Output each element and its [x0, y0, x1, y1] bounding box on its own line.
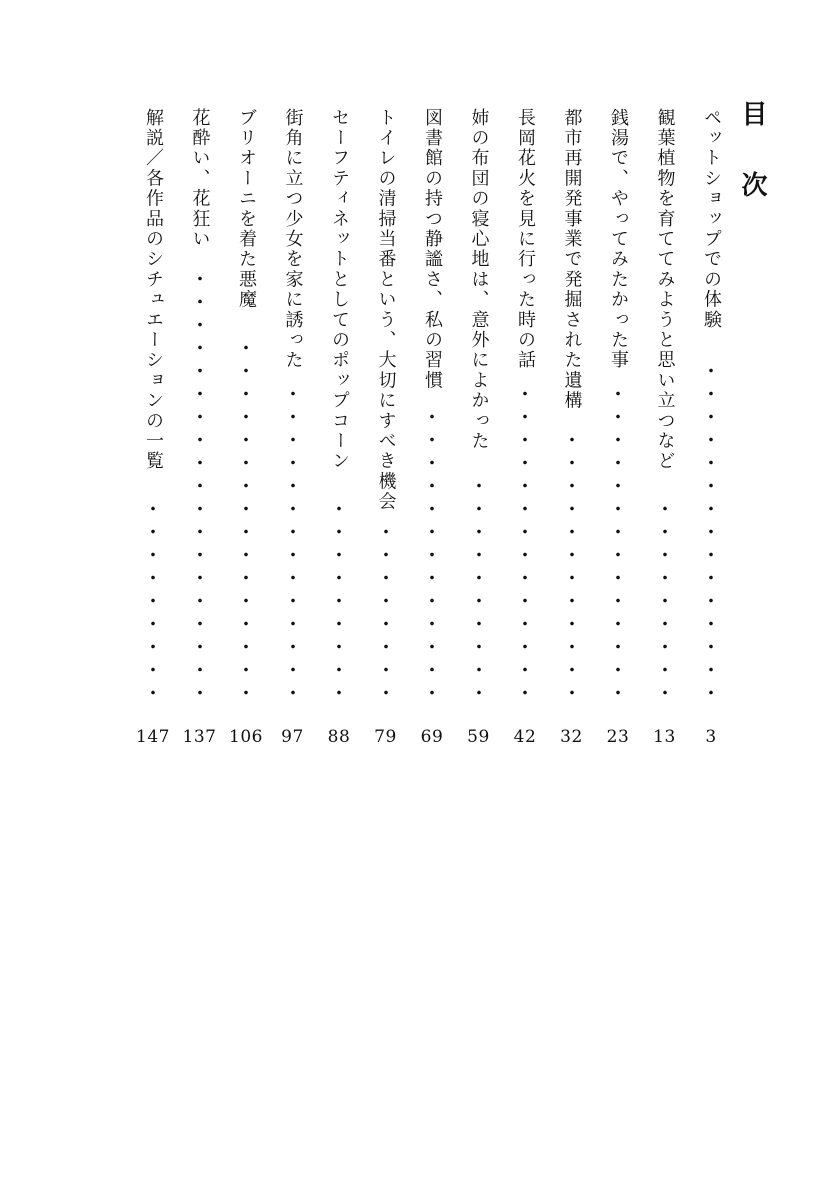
toc-entry [601, 108, 635, 748]
toc-entry-page: 59 [467, 727, 490, 747]
toc-leader-dots [616, 382, 620, 704]
toc-entry [555, 108, 589, 748]
toc-entry-page: 3 [705, 727, 717, 747]
toc-entry [694, 108, 728, 748]
toc-entry [369, 108, 403, 748]
toc-entry-page: 137 [182, 727, 217, 747]
toc-entry [276, 108, 310, 748]
toc-entry [229, 108, 263, 748]
toc-leader-dots [384, 520, 388, 704]
toc-entry-page: 106 [229, 727, 263, 747]
toc-entry-page: 97 [281, 727, 304, 747]
toc-entry-title: 長岡花火を見に行った時の話 [515, 108, 536, 371]
toc-entry-page: 79 [374, 727, 397, 747]
toc-leader-dots [709, 359, 713, 704]
toc-entry-page: 32 [560, 727, 583, 747]
toc-leader-dots [523, 382, 527, 704]
table-of-contents [128, 108, 728, 748]
toc-entry-page: 13 [653, 727, 676, 747]
toc-leader-dots [291, 382, 295, 704]
toc-leader-dots [663, 497, 667, 704]
toc-entry [322, 108, 356, 748]
toc-title: 目 次 [737, 100, 767, 216]
toc-entry [415, 108, 449, 748]
toc-leader-dots [244, 336, 248, 704]
toc-entry-title: 銭湯で、やってみたかった事 [608, 108, 629, 371]
toc-entry [462, 108, 496, 748]
toc-leader-dots [430, 405, 434, 704]
toc-leader-dots [570, 428, 574, 704]
toc-entry-page: 42 [513, 727, 537, 747]
toc-entry-title: トイレの清掃当番という、大切にすべき機会 [375, 108, 397, 512]
toc-entry-title: 街角に立つ少女を家に誘った [282, 108, 304, 371]
toc-leader-dots [477, 474, 481, 704]
toc-entry [508, 108, 542, 748]
toc-entry-title: 花酔い、花狂い [189, 108, 211, 250]
toc-entry-page: 69 [420, 727, 444, 747]
toc-entry-title: 図書館の持つ静謐さ、私の習慣 [422, 108, 443, 391]
toc-entry-title: ブリオーニを着た悪魔 [236, 108, 257, 310]
toc-leader-dots [198, 267, 202, 704]
toc-entry-title: 解説／各作品のシチュエーションの一覧 [143, 108, 164, 472]
toc-entry [136, 108, 170, 748]
toc-entry-title: 観葉植物を育ててみようと思い立つなど [654, 108, 676, 472]
toc-entry-title: ペットショップでの体験 [701, 108, 722, 331]
toc-entry [183, 108, 217, 748]
toc-entry-page: 147 [136, 727, 170, 747]
toc-leader-dots [337, 497, 341, 704]
toc-entry-page: 23 [606, 727, 630, 747]
toc-entry [648, 108, 682, 748]
toc-entry-title: 姉の布団の寝心地は、意外によかった [468, 108, 490, 452]
toc-entry-title: 都市再開発事業で発掘された遺構 [561, 108, 583, 411]
toc-leader-dots [151, 497, 155, 704]
toc-entry-title: セーフティネットとしてのポップコーン [329, 108, 350, 472]
toc-entry-page: 88 [327, 727, 351, 747]
